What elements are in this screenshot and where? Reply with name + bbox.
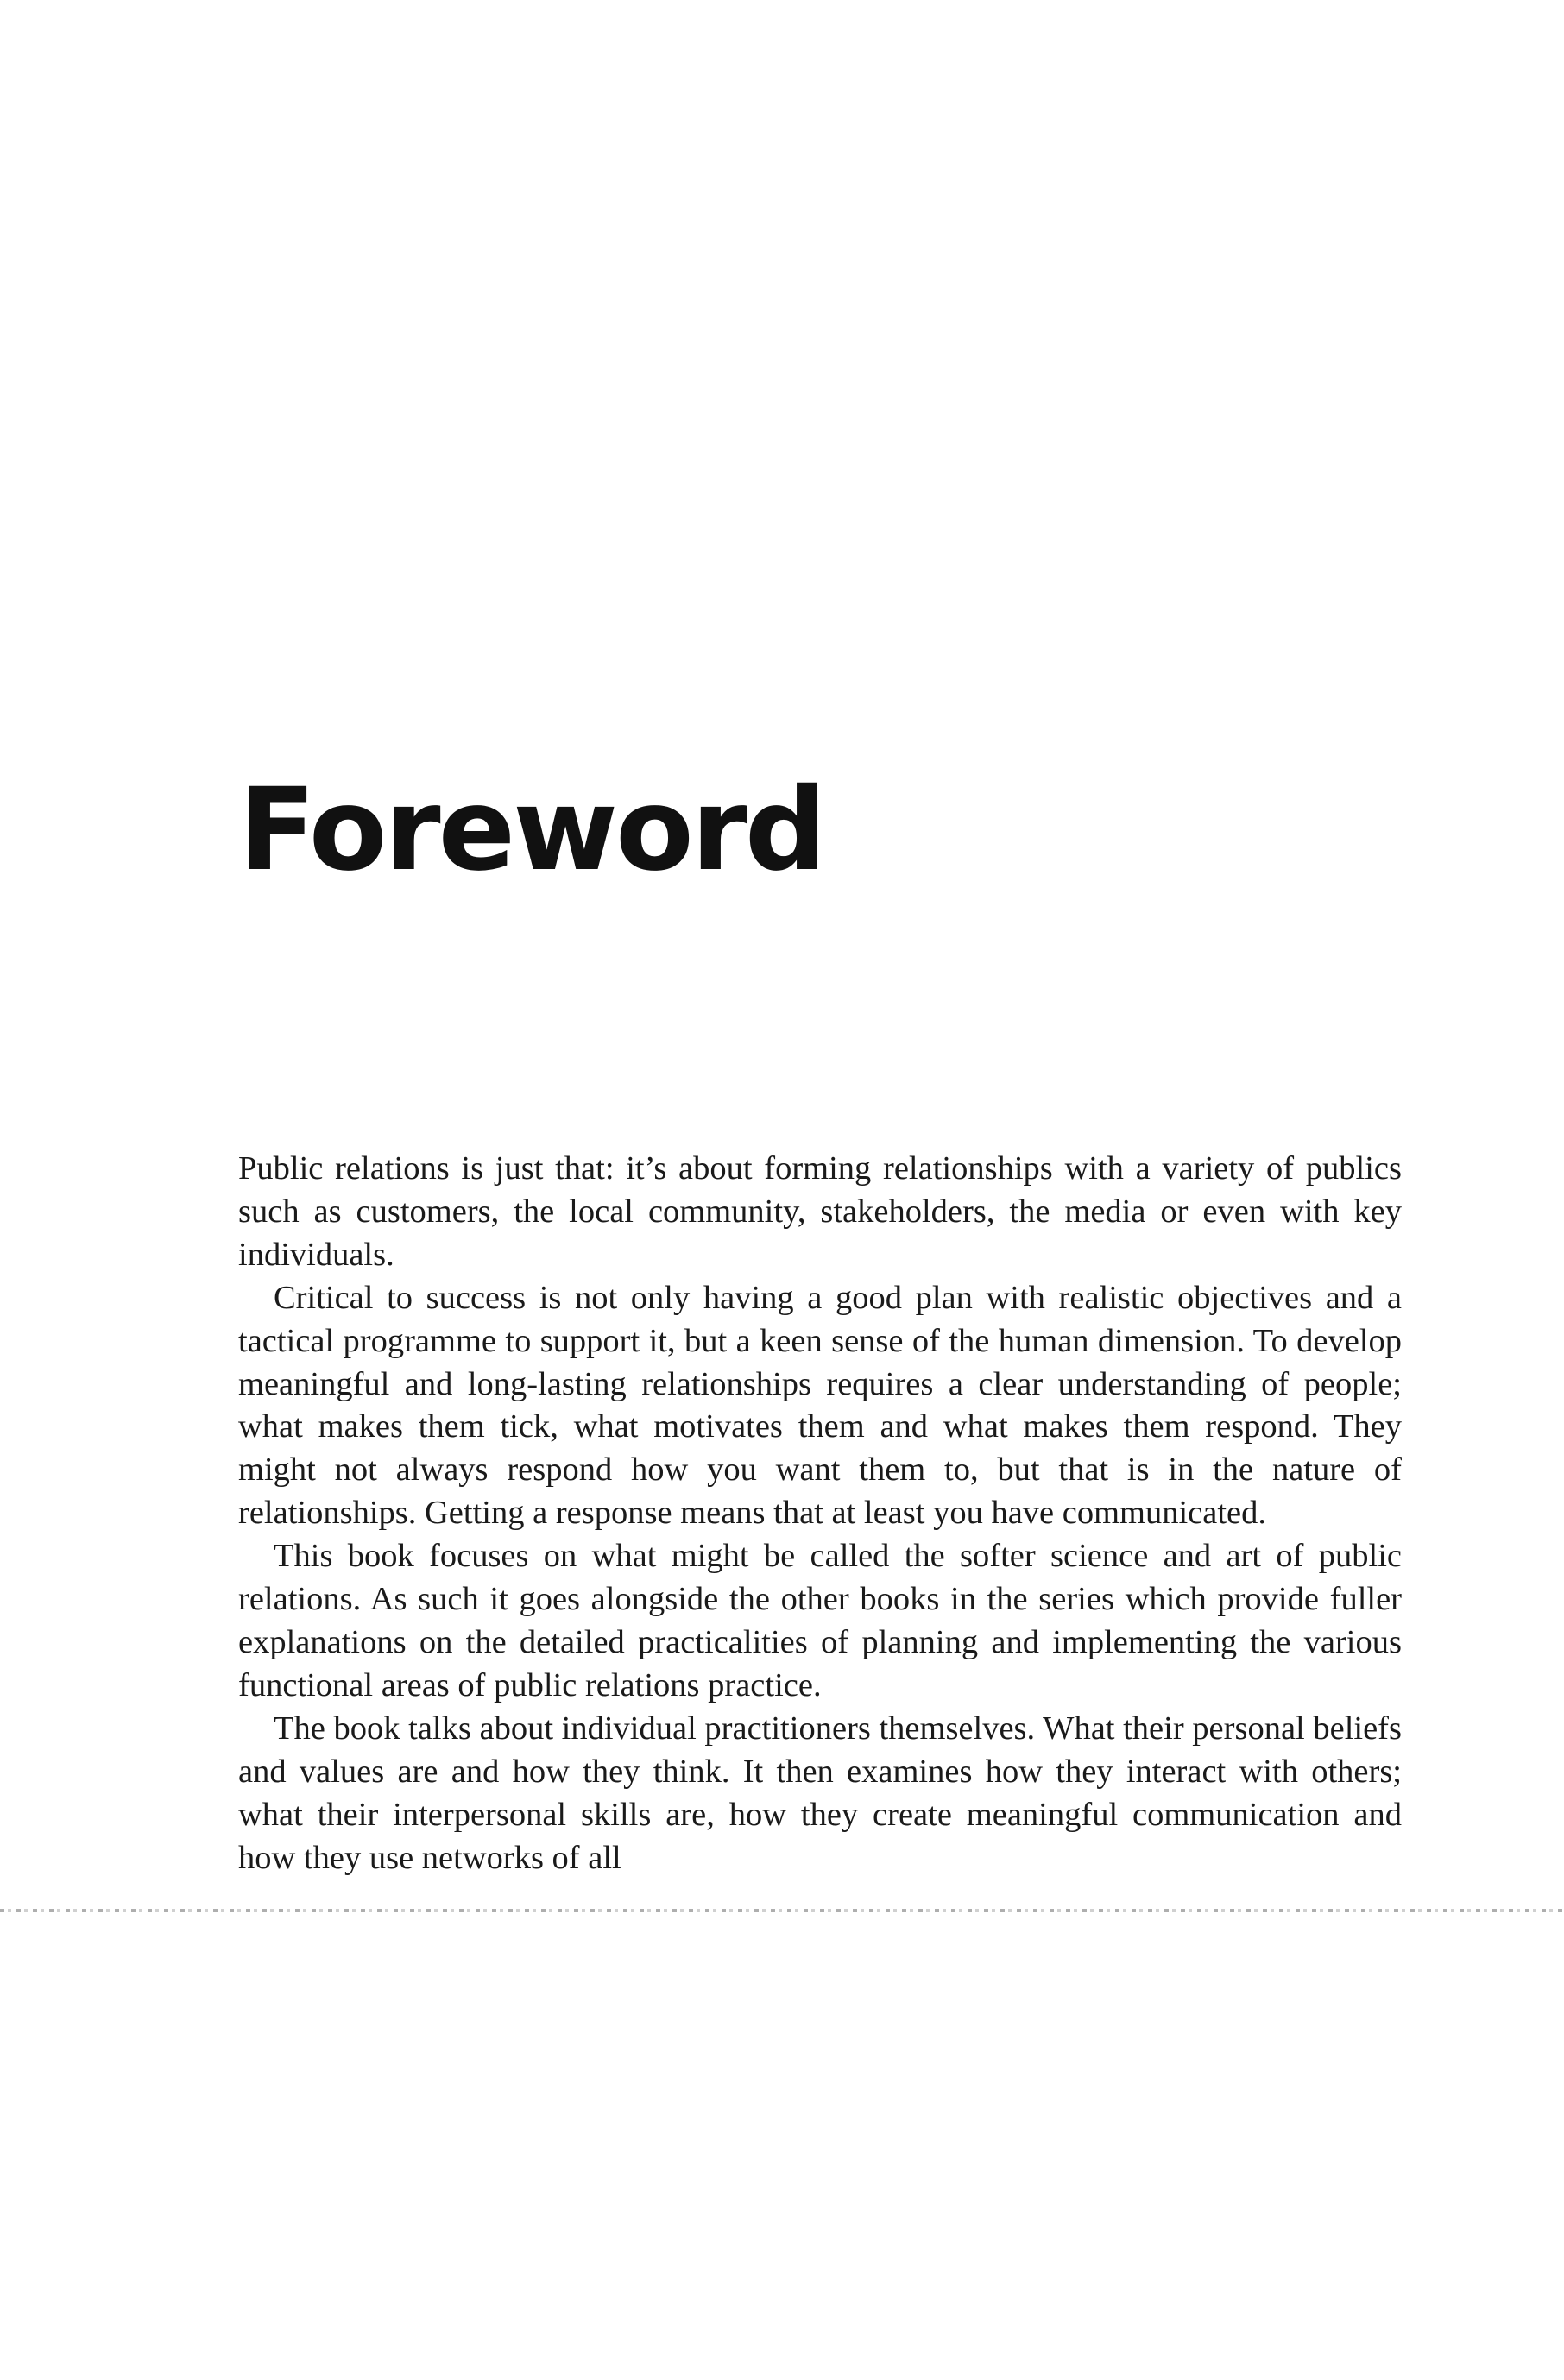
scan-cutoff-line	[0, 1909, 1564, 1912]
body-text	[238, 1148, 1402, 1879]
chapter-heading: Foreword	[238, 764, 824, 897]
paragraph-1: Public relations is just that: it’s about forming relationships with a variety of publics such as customers, the local community, stakeholders, the media or even with key individuals.	[238, 1150, 1402, 1273]
blank-lower-page	[0, 1909, 1564, 2380]
paragraph-3: This book focuses on what might be called the softer science and art of public relations. As such it goes alongside the other books in the series which provide fuller explanations on the detailed practicalities of planning and implementing the various functional areas of public relations practice.	[238, 1538, 1402, 1703]
paragraph-4: The book talks about individual practitioners themselves. What their personal beliefs and values are and how they think. It then examines how they interact with others; what their interpersonal skills are, how they create meaningful communication and how they use networks of all	[238, 1709, 1402, 1876]
paragraph-2: Critical to success is not only having a good plan with realistic objectives and a tactical programme to support it, but a keen sense of the human dimension. To develop meaningful and long-lasting relationships requires a clear understanding of people; what makes them tick, what motivates them and what makes them respond. They might not always respond how you want them to, but that is in the nature of relationships. Getting a response means that at least you have communicated.	[238, 1279, 1402, 1532]
